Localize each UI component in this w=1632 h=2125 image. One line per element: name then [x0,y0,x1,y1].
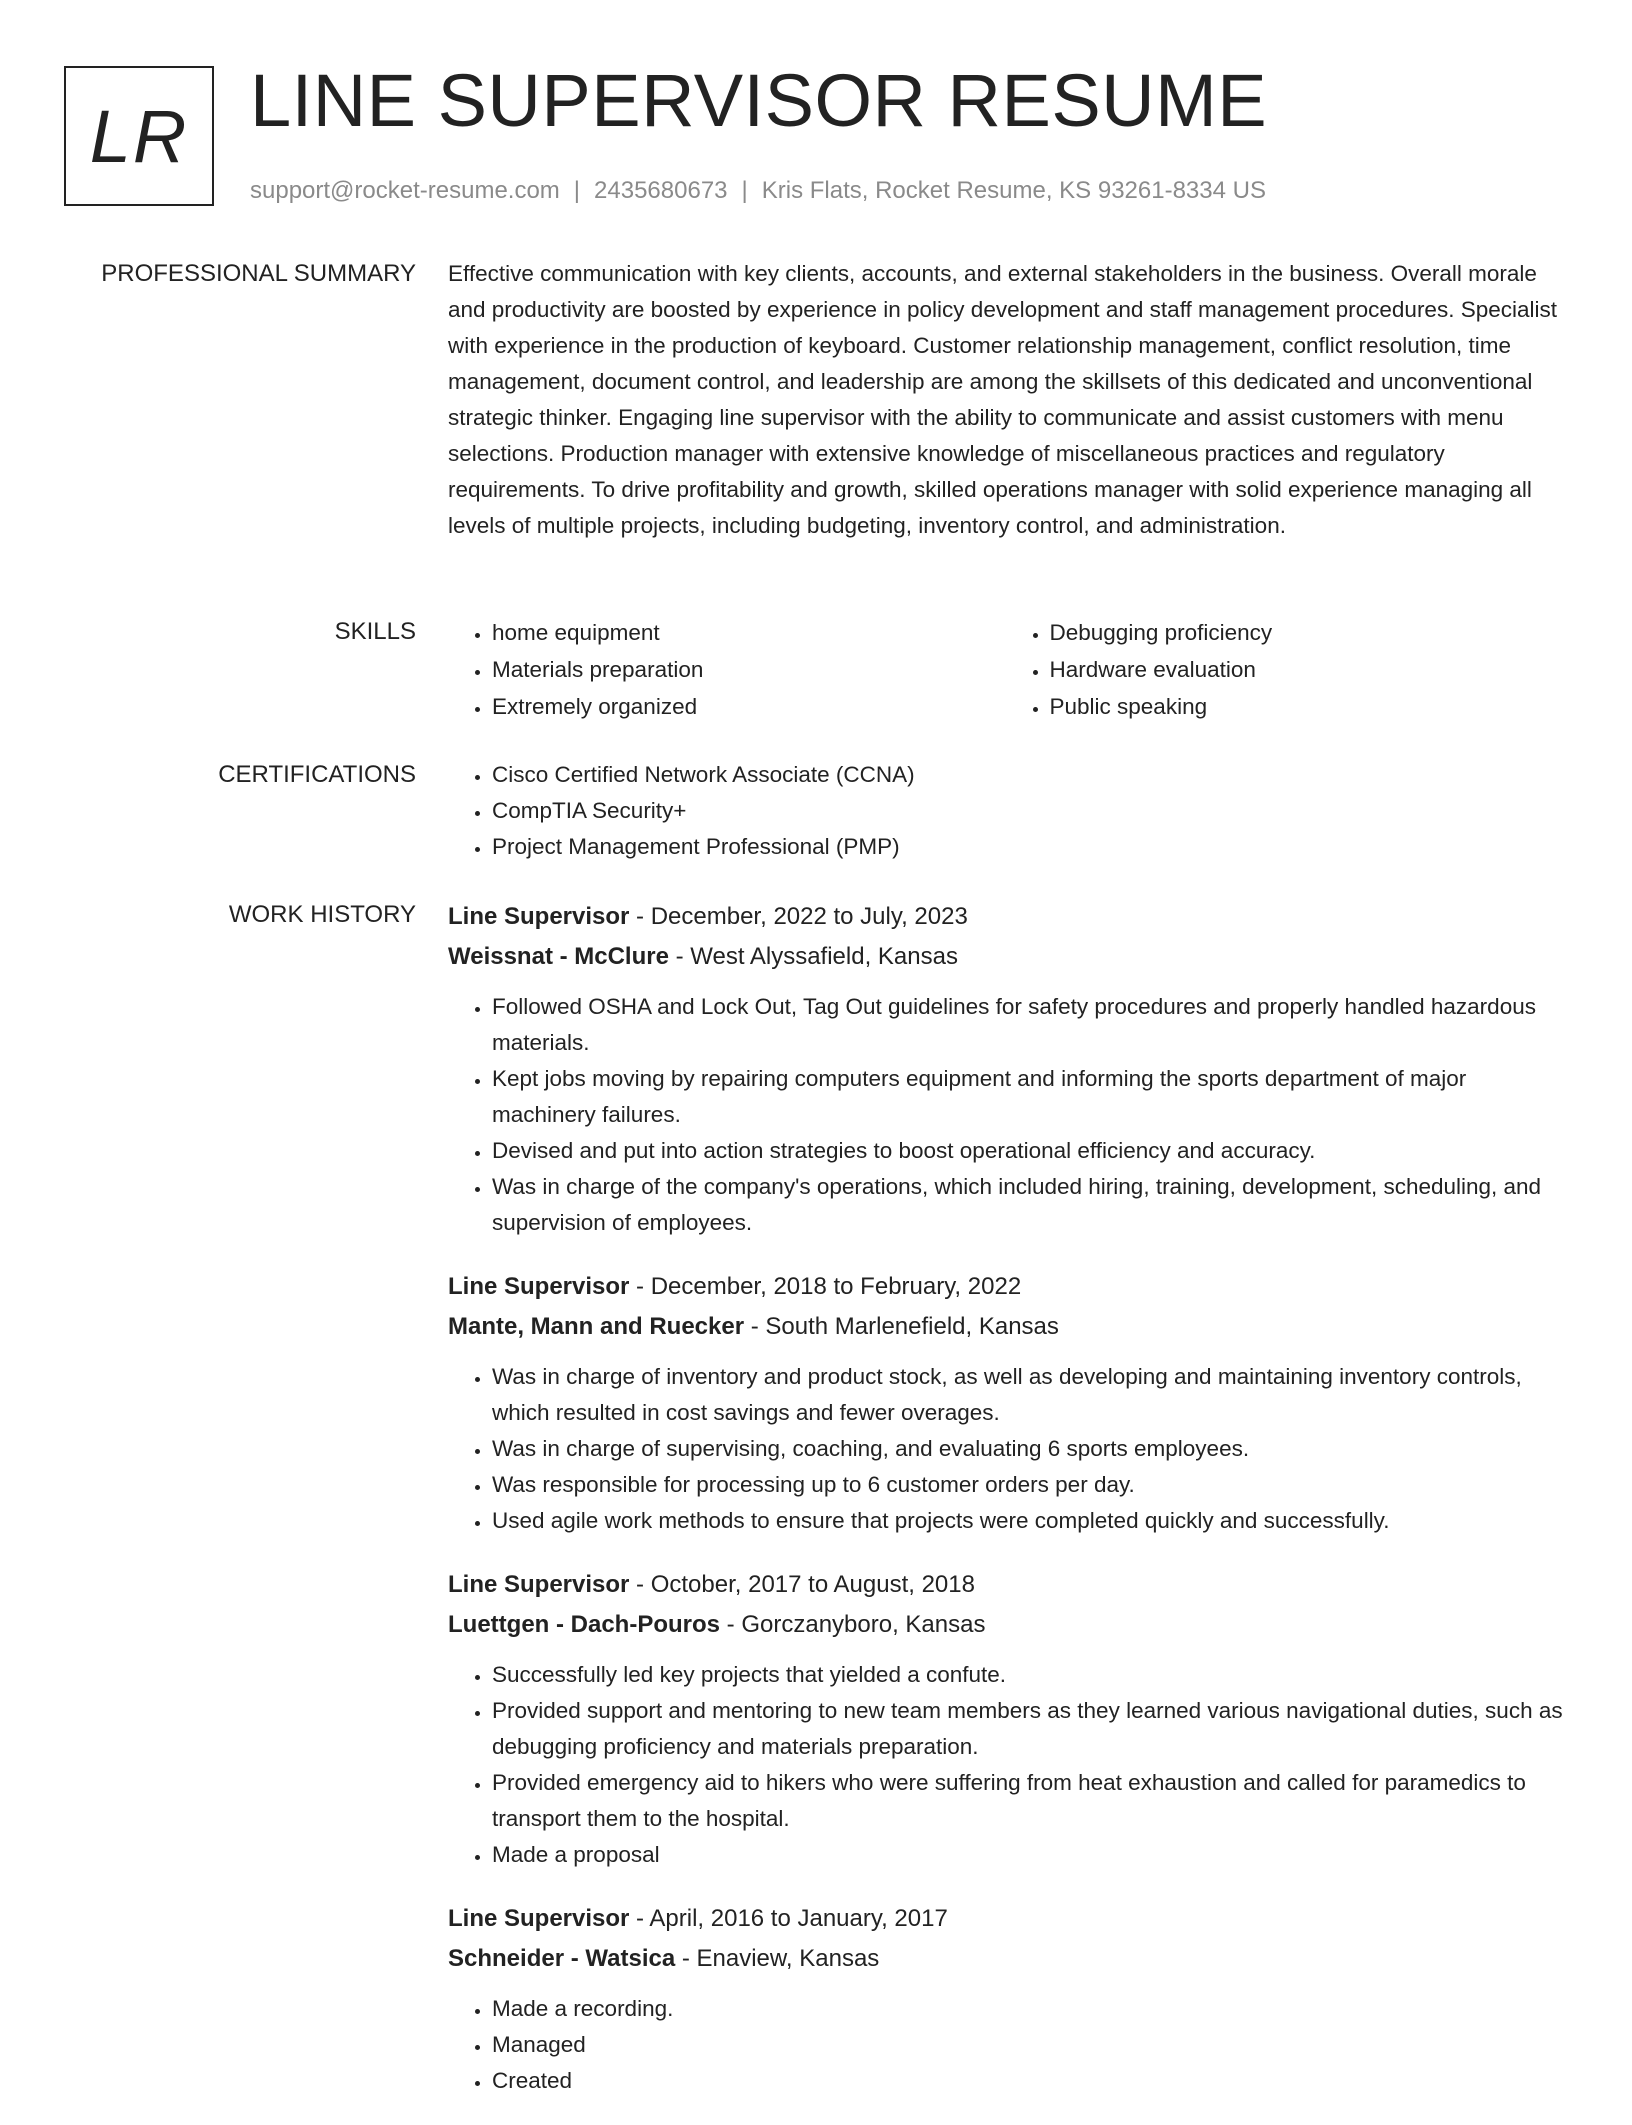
certifications-list [448,757,1563,865]
job-company: Luettgen - Dach-Pouros [448,1611,721,1638]
monogram-logo [64,66,214,206]
job-dates: - April, 2016 to January, 2017 [629,1905,948,1932]
skills-columns [448,614,1563,725]
job-company: Mante, Mann and Ruecker [448,1313,745,1340]
skill-item: • Materials preparation [492,651,1006,688]
job-duties-list [448,1359,1563,1539]
job-duty: • Was responsible for processing up to 6 customer orders per day. [492,1467,1563,1503]
job-entry [448,1899,1563,2099]
job-entry [448,1565,1563,1873]
job-duty: • Provided support and mentoring to new team members as they learned various navigational duties, such as debugging proficiency and materials preparation. [492,1693,1563,1765]
resume-title: LINE SUPERVISOR RESUME [250,59,1268,142]
job-duty: • Kept jobs moving by repairing computers equipment and informing the sports department of major machinery failures. [492,1061,1563,1133]
job-company: Schneider - Watsica [448,1945,676,1972]
job-title-line [448,1899,1563,1939]
job-dates: - December, 2022 to July, 2023 [629,903,968,930]
job-title: Line Supervisor [448,1905,630,1932]
job-dates: - December, 2018 to February, 2022 [629,1273,1022,1300]
contact-separator: | [573,177,581,204]
certifications-body [448,757,1563,865]
job-duties-list [448,989,1563,1241]
job-duty: • Was in charge of the company's operations, which included hiring, training, development, scheduling, and supervision of employees. [492,1169,1563,1241]
job-title: Line Supervisor [448,903,630,930]
skill-item: • Debugging proficiency [1050,614,1564,651]
job-company: Weissnat - McClure [448,943,669,970]
contact-address: Kris Flats, Rocket Resume, KS 93261-8334 US [761,177,1266,204]
job-duty: • Devised and put into action strategies to boost operational efficiency and accuracy. [492,1133,1563,1169]
skill-item: • Public speaking [1050,688,1564,725]
section-label-summary: PROFESSIONAL SUMMARY [101,260,416,287]
job-company-line [448,1307,1563,1347]
job-duty: • Managed [492,2027,1563,2063]
job-duty: • Made a proposal [492,1837,1563,1873]
section-label-certifications: CERTIFICATIONS [218,761,416,788]
monogram-initials: LR [89,94,189,178]
job-title-line [448,897,1563,937]
certification-item: • Cisco Certified Network Associate (CCNA) [492,757,1563,793]
contact-separator: | [741,177,748,204]
job-company-line [448,1605,1563,1645]
job-duties-list [448,1991,1563,2099]
work-history-body [448,897,1563,2125]
job-company-line [448,937,1563,977]
job-duty: • Provided emergency aid to hikers who were suffering from heat exhaustion and called for paramedics to transport them to the hospital. [492,1765,1563,1837]
job-location: - South Marlenefield, Kansas [744,1313,1059,1340]
section-label-work-history: WORK HISTORY [228,901,416,928]
job-title-line [448,1565,1563,1605]
contact-email[interactable]: support@rocket-resume.com [250,177,560,204]
job-entry [448,1267,1563,1539]
skills-list-col2 [1006,614,1564,725]
job-title: Line Supervisor [448,1571,630,1598]
contact-line [250,174,1266,208]
job-location: - Enaview, Kansas [675,1945,880,1972]
skills-list-col1 [448,614,1006,725]
job-duty: • Followed OSHA and Lock Out, Tag Out guidelines for safety procedures and properly handled hazardous materials. [492,989,1563,1061]
job-dates: - October, 2017 to August, 2018 [629,1571,975,1598]
skill-item: • Hardware evaluation [1050,651,1564,688]
job-entry [448,897,1563,1241]
job-duty: • Made a recording. [492,1991,1563,2027]
skill-item: • Extremely organized [492,688,1006,725]
job-company-line [448,1939,1563,1979]
job-duty: • Was in charge of inventory and product stock, as well as developing and maintaining inventory controls, which resulted in cost savings and fewer overages. [492,1359,1563,1431]
job-duty: • Created [492,2063,1563,2099]
job-location: - Gorczanyboro, Kansas [720,1611,986,1638]
skill-item: • home equipment [492,614,1006,651]
job-duties-list [448,1657,1563,1873]
job-duty: • Was in charge of supervising, coaching, and evaluating 6 sports employees. [492,1431,1563,1467]
skills-body [448,614,1563,725]
section-label-skills: SKILLS [334,618,416,645]
job-duty: • Successfully led key projects that yielded a confute. [492,1657,1563,1693]
certification-item: • CompTIA Security+ [492,793,1563,829]
summary-body [448,256,1563,544]
contact-phone[interactable]: 2435680673 [594,177,728,204]
job-title-line [448,1267,1563,1307]
job-duty: • Used agile work methods to ensure that projects were completed quickly and successfully. [492,1503,1563,1539]
job-location: - West Alyssafield, Kansas [668,943,958,970]
job-title: Line Supervisor [448,1273,630,1300]
summary-text: Effective communication with key clients, accounts, and external stakeholders in the business. Overall morale and productivity are boosted by experience in policy development and staff management procedures. Specialist with experience in the production of keyboard. Customer relationship management, conflict resolution, time management, document control, and leadership are among the skillsets of this dedicated and unconventional strategic thinker. Engaging line supervisor with the ability to communicate and assist customers with menu selections. Production manager with extensive knowledge of miscellaneous practices and regulatory requirements. To drive profitability and growth, skilled operations manager with solid experience managing all levels of multiple projects, including budgeting, inventory control, and administration. [448,261,1557,538]
certification-item: • Project Management Professional (PMP) [492,829,1563,865]
